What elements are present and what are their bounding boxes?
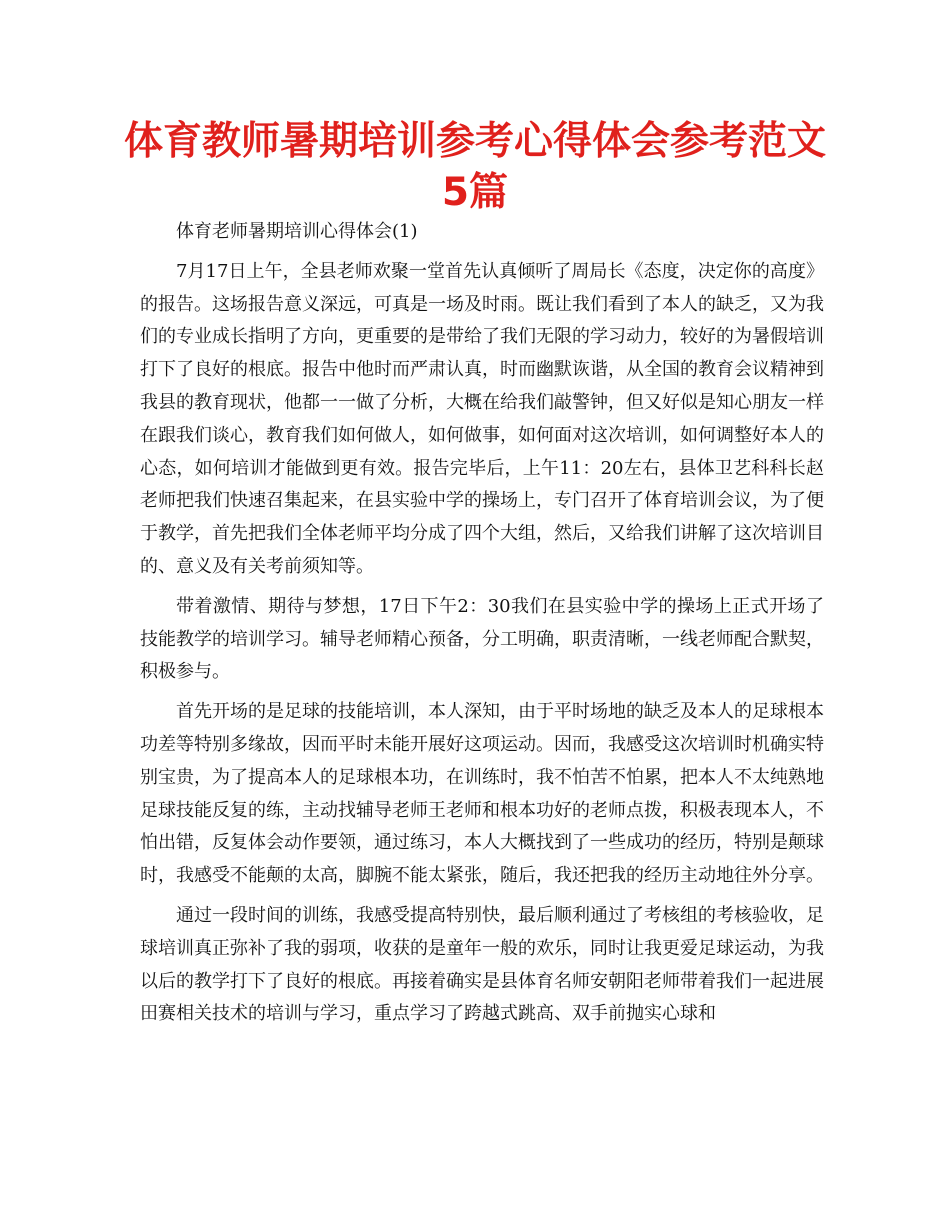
document-title: 体育教师暑期培训参考心得体会参考范文5篇 xyxy=(123,119,826,215)
section-subtitle: 体育老师暑期培训心得体会(1) xyxy=(176,221,418,242)
paragraph-4: 通过一段时间的训练，我感受提高特别快，最后顺利通过了考核组的考核验收，足球培训真正弥补了我的弱项，收获的是童年一般的欢乐，同时让我更爱足球运动，为我以后的教学打下了良好的根底。再接着确实是县体育名师安朝阳老师带着我们一起进展田赛相关技术的培训与学习，重点学习了跨越式跳高、双手前抛实心球和 xyxy=(140,904,824,1025)
document-body xyxy=(140,216,824,1031)
paragraph-1: 7月17日上午，全县老师欢聚一堂首先认真倾听了周局长《态度，决定你的高度》的报告。这场报告意义深远，可真是一场及时雨。既让我们看到了本人的缺乏，又为我们的专业成长指明了方向，更重要的是带给了我们无限的学习动力，较好的为暑假培训打下了良好的根底。报告中他时而严肃认真，时而幽默诙谐，从全国的教育会议精神到我县的教育现状，他都一一做了分析，大概在给我们敲警钟，但又好似是知心朋友一样在跟我们谈心，教育我们如何做人，如何做事，如何面对这次培训，如何调整好本人的心态，如何培训才能做到更有效。报告完毕后，上午11：20左右，县体卫艺科科长赵老师把我们快速召集起来，在县实验中学的操场上，专门召开了体育培训会议，为了便于教学，首先把我们全体老师平均分成了四个大组，然后，又给我们讲解了这次培训目的、意义及有关考前须知等。 xyxy=(140,260,824,577)
paragraph-2: 带着激情、期待与梦想，17日下午2：30我们在县实验中学的操场上正式开场了技能教学的培训学习。辅导老师精心预备，分工明确，职责清晰，一线老师配合默契，积极参与。 xyxy=(140,595,824,683)
paragraph-3: 首先开场的是足球的技能培训，本人深知，由于平时场地的缺乏及本人的足球根本功差等特别多缘故，因而平时未能开展好这项运动。因而，我感受这次培训时机确实特别宝贵，为了提高本人的足球根本功，在训练时，我不怕苦不怕累，把本人不太纯熟地足球技能反复的练，主动找辅导老师王老师和根本功好的老师点拨，积极表现本人，不怕出错，反复体会动作要领，通过练习，本人大概找到了一些成功的经历，特别是颠球时，我感受不能颠的太高，脚腕不能太紧张，随后，我还把我的经历主动地往外分享。 xyxy=(140,701,824,887)
